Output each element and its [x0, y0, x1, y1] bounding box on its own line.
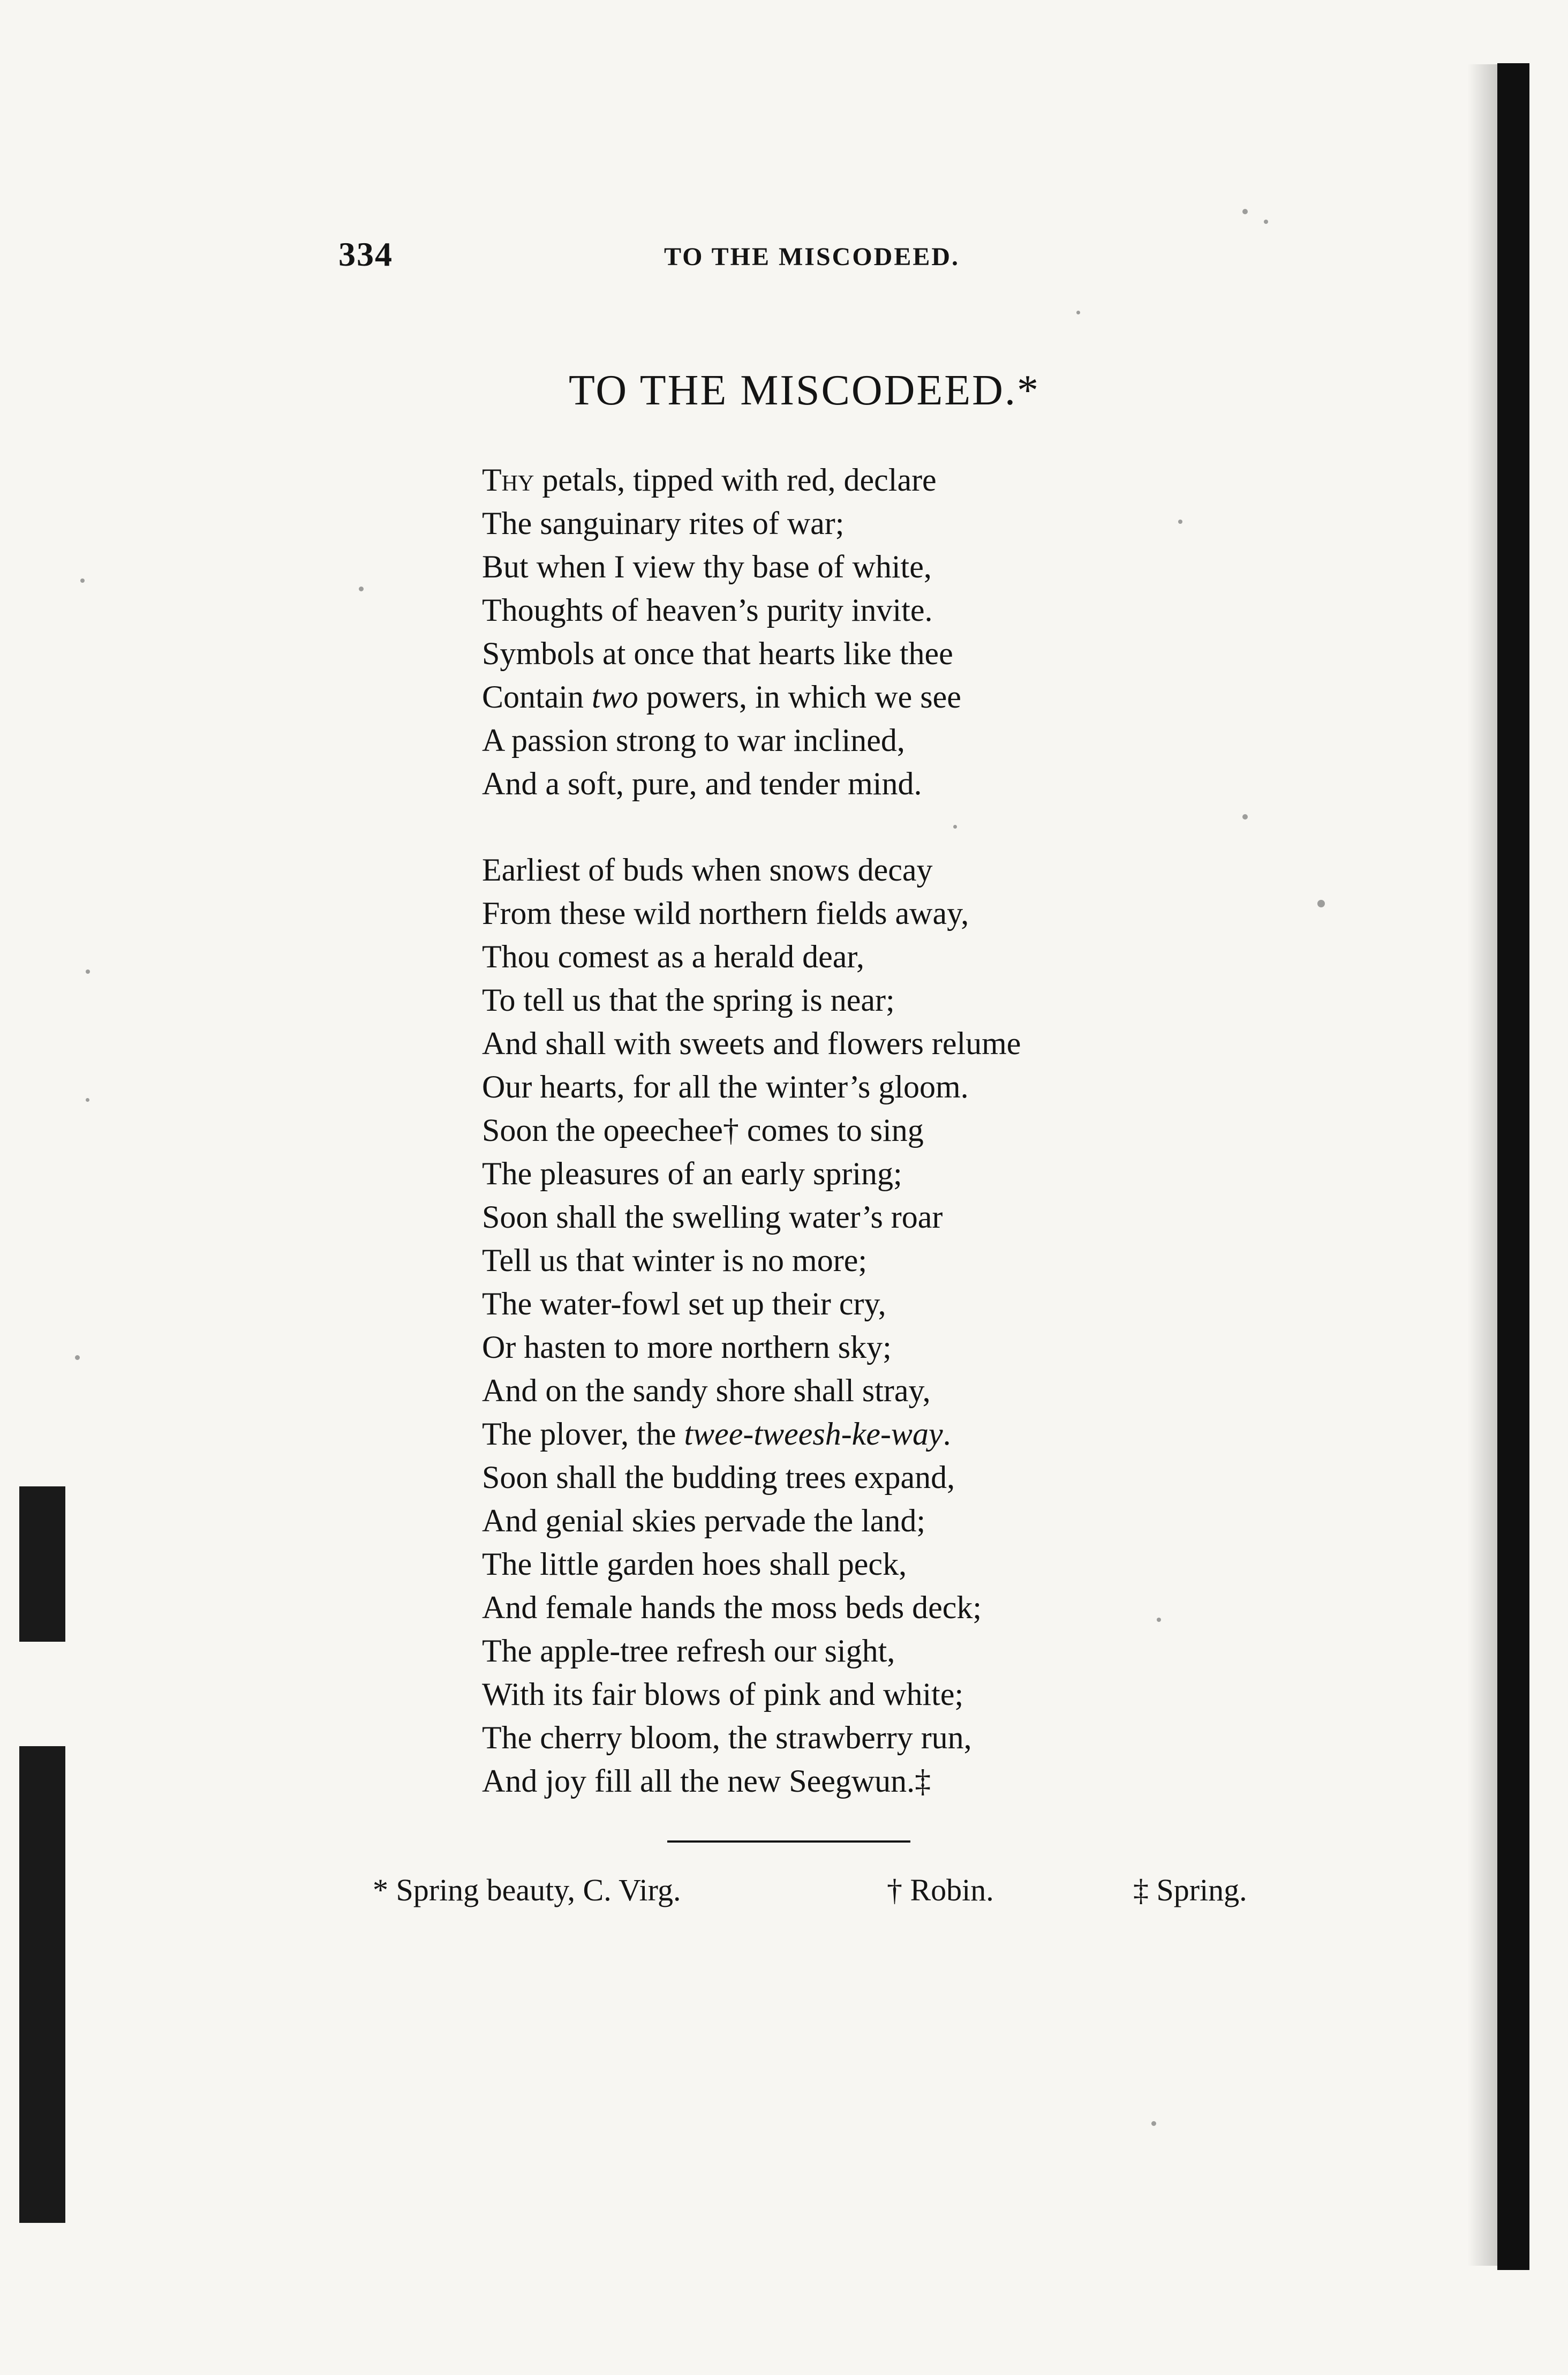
poem-line: With its fair blows of pink and white; — [482, 1677, 964, 1712]
scan-speck — [1076, 311, 1080, 314]
scan-speck — [1264, 220, 1268, 224]
stanza-2 — [482, 848, 1232, 1803]
scan-speck — [80, 578, 85, 583]
scan-speck — [1242, 814, 1248, 820]
footnote-robin: † Robin. — [887, 1873, 994, 1907]
poem-line: And on the sandy shore shall stray, — [482, 1373, 931, 1408]
scan-speck — [1317, 900, 1325, 907]
poem-line: The pleasures of an early spring; — [482, 1156, 902, 1191]
page-gutter-shadow — [1467, 64, 1497, 2266]
poem-title: TO THE MISCODEED.* — [569, 367, 1040, 414]
poem-line: Soon shall the budding trees expand, — [482, 1460, 955, 1495]
poem-line: But when I view thy base of white, — [482, 549, 932, 584]
poem-line: And a soft, pure, and tender mind. — [482, 766, 922, 801]
poem-line: The little garden hoes shall peck, — [482, 1546, 907, 1582]
scan-speck — [1242, 209, 1248, 214]
poem-line: The water-fowl set up their cry, — [482, 1286, 886, 1321]
poem-line: And female hands the moss beds deck; — [482, 1590, 982, 1625]
poem-line: To tell us that the spring is near; — [482, 982, 895, 1018]
poem-line: From these wild northern fields away, — [482, 896, 969, 931]
scan-speck — [1157, 1618, 1161, 1622]
poem-line: Contain two powers, in which we see — [482, 679, 961, 715]
poem-body — [482, 459, 1232, 1803]
running-head: TO THE MISCODEED. — [664, 243, 960, 271]
footnote-spring-beauty: * Spring beauty, C. Virg. — [373, 1873, 681, 1907]
poem-line: Soon the opeechee† comes to sing — [482, 1113, 924, 1148]
scan-speck — [86, 1098, 89, 1102]
scan-speck — [86, 969, 90, 974]
poem-line: The sanguinary rites of war; — [482, 506, 845, 541]
scan-speck — [1178, 520, 1182, 524]
binding-mark-upper — [19, 1486, 65, 1642]
poem-line: Our hearts, for all the winter’s gloom. — [482, 1069, 969, 1104]
poem-line: The apple-tree refresh our sight, — [482, 1633, 895, 1668]
poem-line: Earliest of buds when snows decay — [482, 852, 933, 888]
poem-line: Or hasten to more northern sky; — [482, 1329, 892, 1365]
poem-line: The cherry bloom, the strawberry run, — [482, 1720, 972, 1755]
scan-speck — [1151, 2121, 1156, 2126]
footnote-spring: ‡ Spring. — [1133, 1873, 1247, 1907]
page-number: 334 — [338, 235, 393, 273]
poem-line: Tell us that winter is no more; — [482, 1243, 868, 1278]
stanza-1 — [482, 459, 1232, 806]
poem-line: Soon shall the swelling water’s roar — [482, 1199, 943, 1235]
scan-speck — [953, 825, 957, 829]
poem-line: Symbols at once that hearts like thee — [482, 636, 953, 671]
poem-line: A passion strong to war inclined, — [482, 723, 905, 758]
lead-word: Thy — [482, 462, 534, 498]
poem-line: Thy petals, tipped with red, declare — [482, 462, 937, 498]
poem-line: Thou comest as a herald dear, — [482, 939, 864, 974]
page-edge-dark — [1497, 63, 1529, 2270]
binding-mark-lower — [19, 1746, 65, 2223]
poem-line: And genial skies pervade the land; — [482, 1503, 926, 1538]
footnotes — [373, 1872, 1294, 1920]
scan-speck — [359, 587, 364, 591]
scan-speck — [75, 1355, 80, 1360]
footnote-rule — [667, 1840, 910, 1843]
poem-line: And joy fill all the new Seegwun.‡ — [482, 1763, 931, 1799]
poem-line: The plover, the twee-tweesh-ke-way. — [482, 1416, 951, 1452]
poem-line: And shall with sweets and flowers relume — [482, 1026, 1021, 1061]
poem-line: Thoughts of heaven’s purity invite. — [482, 592, 933, 628]
